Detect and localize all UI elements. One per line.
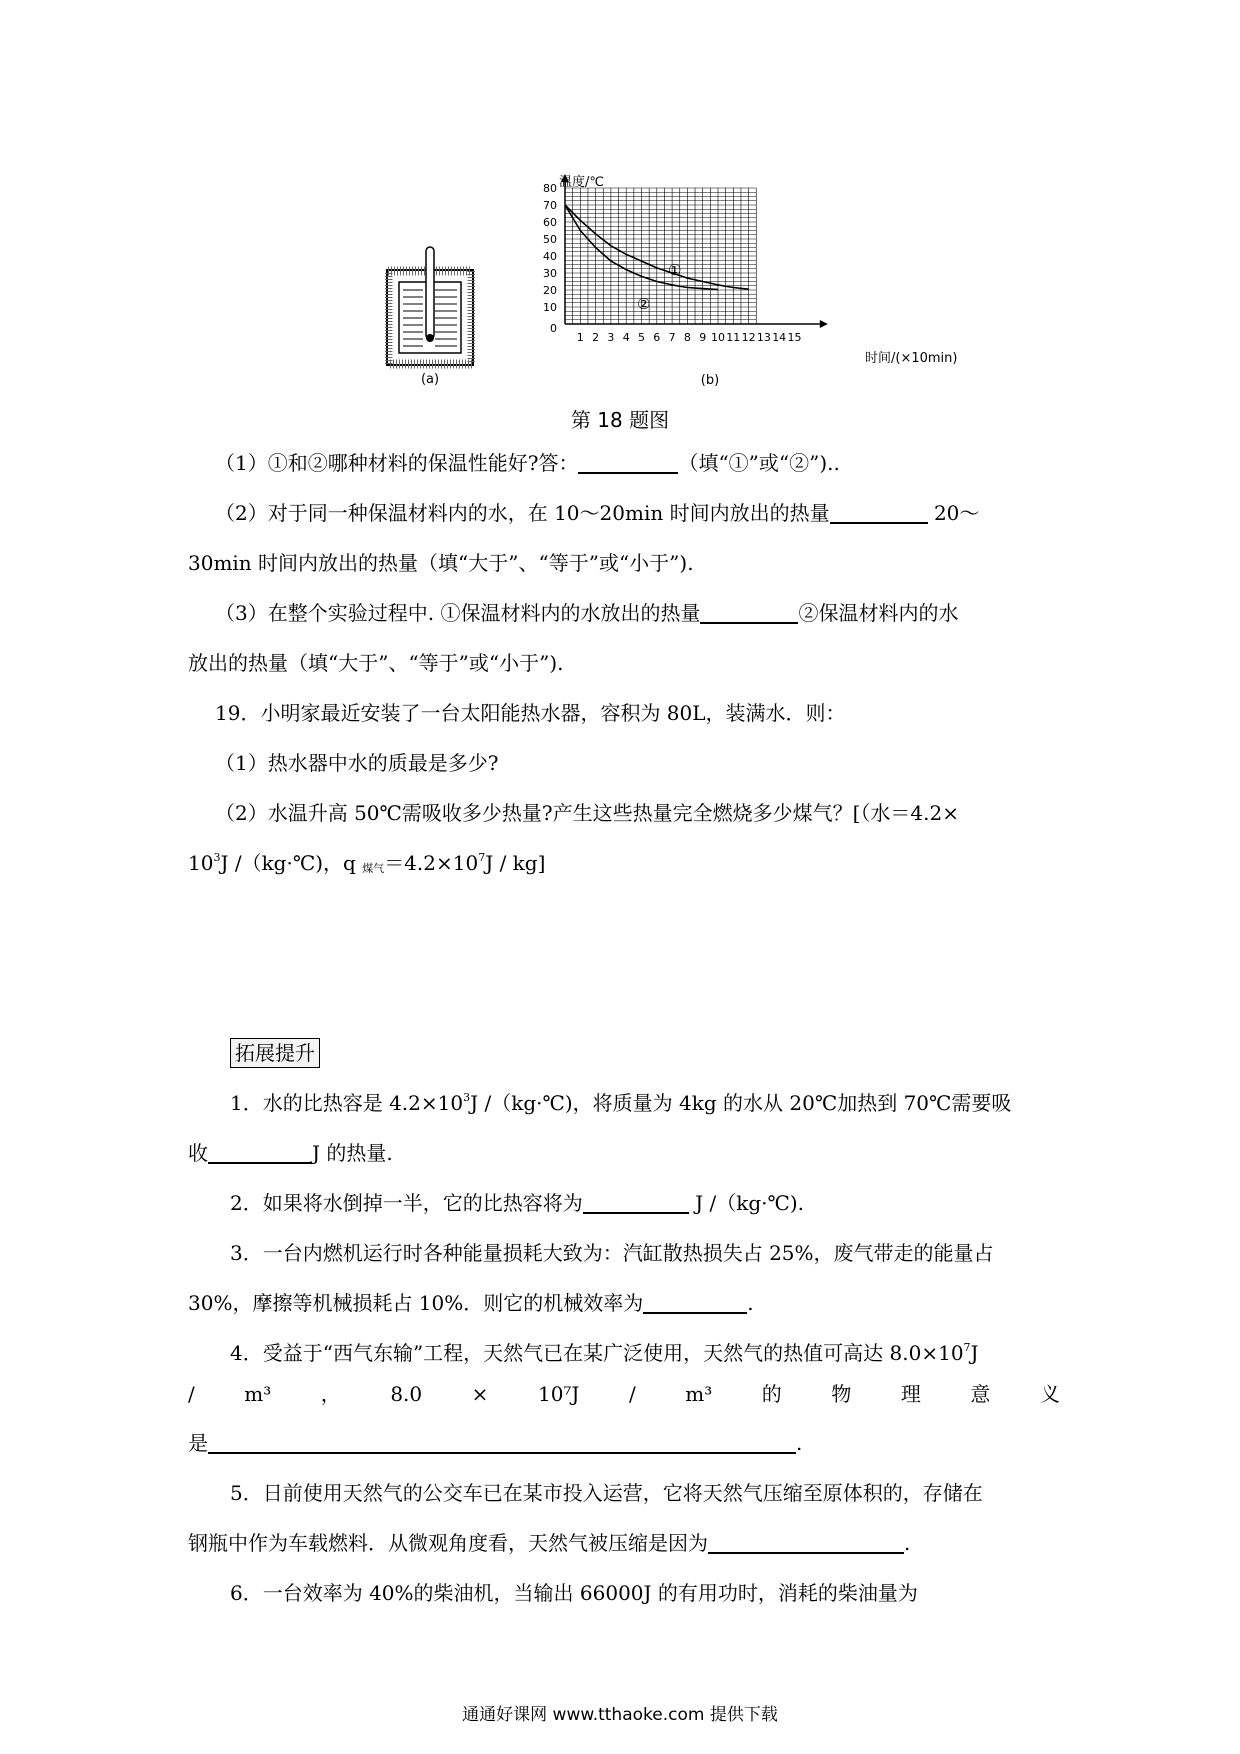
answer-blank[interactable] xyxy=(208,1140,312,1164)
q18-part3-line2: 放出的热量（填“大于”、“等于”或“小于”). xyxy=(188,651,564,675)
y-tick-label: 40 xyxy=(543,250,557,263)
x-tick-label: 1 xyxy=(576,331,584,344)
answer-blank[interactable] xyxy=(583,1190,689,1214)
q18-part2: （2）对于同一种保温材料内的水，在 10～20min 时间内放出的热量 20～ xyxy=(215,501,980,525)
x-axis-label: 时间/(×10min) xyxy=(865,351,958,366)
x-tick-label: 9 xyxy=(699,331,707,344)
x-tick-label: 2 xyxy=(592,331,600,344)
x-tick-label: 4 xyxy=(622,331,630,344)
curve-2-label: ② xyxy=(637,295,651,313)
figure-b-chart xyxy=(525,172,980,397)
x-axis-arrow xyxy=(820,320,828,328)
y-tick-label: 70 xyxy=(543,199,557,212)
figure-a-label: (a) xyxy=(420,372,440,385)
x-tick-label: 3 xyxy=(607,331,615,344)
x-tick-label: 12 xyxy=(741,331,756,344)
ext-item-3-line2: 30%，摩擦等机械损耗占 10%．则它的机械效率为 . xyxy=(188,1291,754,1315)
x-tick-label: 7 xyxy=(668,331,676,344)
y-tick-label: 10 xyxy=(543,301,557,314)
curve-1-label: ① xyxy=(668,261,682,279)
x-tick-label: 11 xyxy=(726,331,741,344)
page-footer: 通通好课网 www.tthaoke.com 提供下载 xyxy=(462,1705,778,1725)
answer-blank[interactable] xyxy=(708,1530,904,1554)
answer-blank[interactable] xyxy=(578,450,678,474)
ext-item-1: 1．水的比热容是 $4.2\times 10^3J$ /（kg·℃)，将质量为 4kg 的水从 20℃加热到 70℃需要吸 xyxy=(230,1091,1012,1115)
answer-blank[interactable] xyxy=(208,1430,796,1454)
y-tick-label: 30 xyxy=(543,267,557,280)
figure-caption: 第 18 题图 xyxy=(570,408,670,432)
y-axis-label: 温度/℃ xyxy=(559,175,604,190)
q19-part2-line2: $10^3J$ /（kg·℃)，q $_{煤气}=4.2\times 10^7J / kg$] xyxy=(188,851,546,875)
x-tick-label: 10 xyxy=(711,331,725,344)
section-title: 拓展提升 xyxy=(230,1038,320,1068)
q18-part1: （1）①和②哪种材料的保温性能好?答： （填“①”或“②”).. xyxy=(215,451,840,475)
answer-blank[interactable] xyxy=(643,1290,747,1314)
y-tick-label: 60 xyxy=(543,216,557,229)
x-tick-label: 8 xyxy=(683,331,691,344)
chart-grid xyxy=(561,174,828,328)
q18-part2-line2: 30min 时间内放出的热量（填“大于”、“等于”或“小于”). xyxy=(188,551,694,575)
x-tick-label: 13 xyxy=(756,331,771,344)
ext-item-2: 2．如果将水倒掉一半，它的比热容将为 J /（kg·℃). xyxy=(230,1191,805,1215)
x-tick-label: 6 xyxy=(653,331,661,344)
ext-item-1-line2: 收 J 的热量. xyxy=(188,1141,393,1165)
y-tick-label: 50 xyxy=(543,233,557,246)
x-tick-label: 15 xyxy=(787,331,802,344)
ext-item-6: 6．一台效率为 40%的柴油机，当输出 66000J 的有用功时，消耗的柴油量为 xyxy=(230,1581,918,1605)
q19-part1: （1）热水器中水的质最是多少? xyxy=(215,751,499,775)
ext-item-4-line2: / m³ ， 8.0 × 10⁷J / m³ 的 物 理 意 义 xyxy=(188,1382,1060,1406)
q18-part3: （3）在整个实验过程中. ①保温材料内的水放出的热量 ②保温材料内的水 xyxy=(215,601,959,625)
answer-blank[interactable] xyxy=(700,600,798,624)
q19-part2: （2）水温升高 50℃需吸收多少热量?产生这些热量完全燃烧多少煤气？[（水＝4.2× xyxy=(215,801,959,825)
y-tick-label: 80 xyxy=(543,182,557,195)
q19-title: 19．小明家最近安装了一台太阳能热水器，容积为 80L，装满水．则： xyxy=(215,701,846,725)
y-tick-label: 0 xyxy=(550,322,557,335)
ext-item-5-line2: 钢瓶中作为车载燃料．从微观角度看，天然气被压缩是因为 . xyxy=(188,1531,911,1555)
x-tick-label: 5 xyxy=(638,331,645,344)
ext-item-4: 4．受益于“西气东输”工程，天然气已在某广泛使用，天然气的热值可高达 $8.0\times 10^7J$ xyxy=(230,1341,979,1365)
ext-item-4-line3: 是 . xyxy=(188,1431,803,1455)
ext-item-5: 5．日前使用天然气的公交车已在某市投入运营，它将天然气压缩至原体积的，存储在 xyxy=(230,1481,983,1505)
figure-b-label: (b) xyxy=(700,373,720,388)
figure-a-container xyxy=(385,245,475,385)
y-tick-label: 20 xyxy=(543,284,557,297)
ext-item-3: 3．一台内燃机运行时各种能量损耗大致为：汽缸散热损失占 25%，废气带走的能量占 xyxy=(230,1241,994,1265)
x-tick-label: 14 xyxy=(772,331,787,344)
answer-blank[interactable] xyxy=(830,500,928,524)
